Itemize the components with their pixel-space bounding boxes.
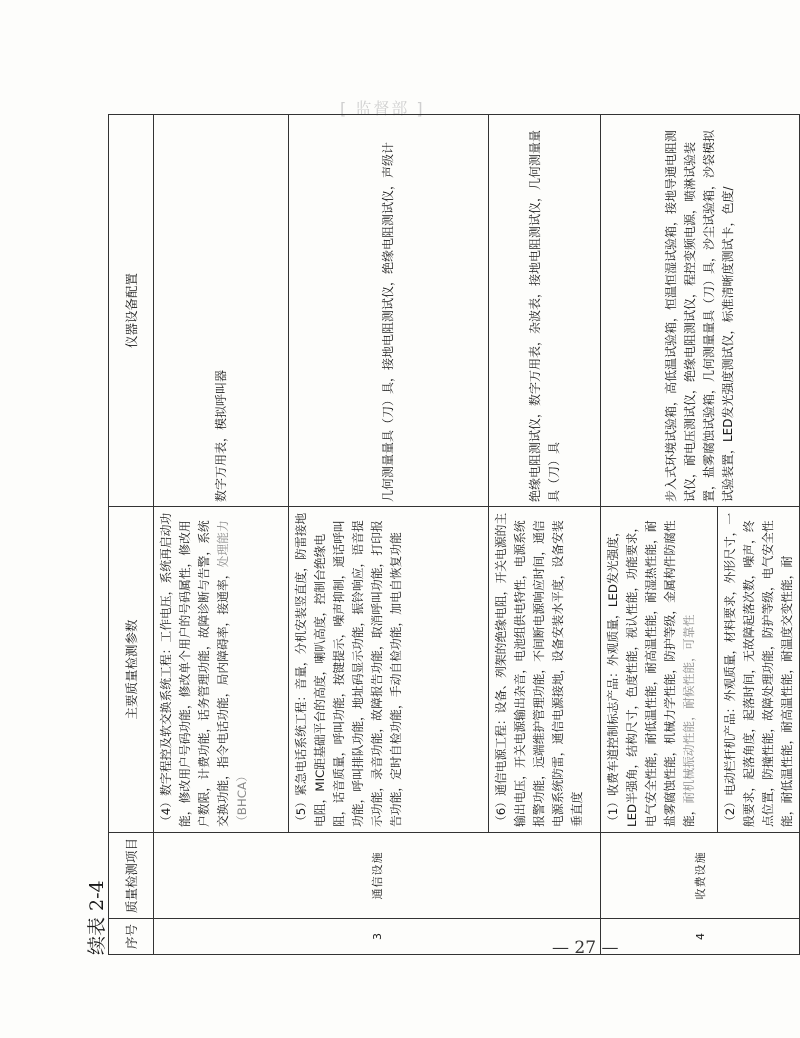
item-cell: 收费设施 xyxy=(601,833,800,919)
params-cell: （2）电动栏杆机产品：外观质量，材料要求，外形尺寸，一般要求，起落角度，起落时间，无故障起落次数，噪声，终点位置，防撞性能，故障处理功能，防护等级，电气安全性能，耐低温性能，耐高温性能，耐温度交变性能，耐 xyxy=(718,507,800,833)
params-cell xyxy=(601,507,718,833)
seq-cell: 4 xyxy=(601,919,800,955)
params-cell: （5）紧急电话系统工程：音量，分机安装竖直度，防雷接地电阻，MIC距基础平台的高度，喇叭高度，控制台绝缘电阻，话音质量，呼叫功能，按键提示，噪声抑制，通话呼叫功能，呼叫排队功能，地址码显示功能，振铃响应，语音提示功能，录音功能，故障报告功能，取消呼叫功能，打印报告功能，定时自检功能，手动自检功能，加电自恢复功能 xyxy=(289,507,489,833)
rotated-table-page xyxy=(82,115,794,955)
table-row xyxy=(154,115,289,955)
equipment-cell: 几何测量量具（刀）具，接地电阻测试仪，绝缘电阻测试仪，声级计 xyxy=(289,115,489,507)
header-row xyxy=(109,115,154,955)
table-row xyxy=(489,115,601,955)
seq-cell: 3 xyxy=(154,919,601,955)
params-text: （1）收费车道控制标志产品：外观质量，LED发光强度，LED半强角，结构尺寸，色度性能，视认性能，功能要求，电气安全性能，耐低温性能，耐高温性能，耐湿热性能，耐盐雾腐蚀性能，机械力学性能，防护等级，金属构件防腐性能， xyxy=(606,520,696,827)
params-text: （4）数字程控及软交换系统工程：工作电压，系统再启动功能，修改用户号码功能，修改单个用户的号码属性，修改用户数限，计费功能，话务管理功能，故障诊断与告警，系统交换功能，指令电话功能，局内障碍率，接通率， xyxy=(159,512,230,827)
header-seq: 序号 xyxy=(109,919,154,955)
params-cell: （6）通信电源工程：设备、列架的绝缘电阻，开关电源的主输出电压，开关电源输出杂音，电池组供电特性，电源系统报警功能，远端维护管理功能，不间断电源响应时间，通信电源系统防雷，通信电源接地，设备安装水平度，设备安装垂直度 xyxy=(489,507,601,833)
params-tail: 处理能力（BHCA） xyxy=(216,520,249,827)
table-caption: 续表 2-4 xyxy=(86,880,108,955)
table-row xyxy=(601,115,718,955)
equipment-cell: 数字万用表，模拟呼叫器 xyxy=(154,115,289,507)
item-cell: 通信设施 xyxy=(154,833,601,919)
inspection-table xyxy=(108,114,800,955)
bleed-through-stamp: [ 监督部 ] xyxy=(340,99,425,118)
params-tail: 耐机械振动性能，耐候性能，可靠性 xyxy=(682,614,696,804)
params-cell xyxy=(154,507,289,833)
table-row xyxy=(289,115,489,955)
header-equipment: 仪器设备配置 xyxy=(109,115,154,507)
equipment-cell: 步入式环境试验箱，高低温试验箱，恒温恒湿试验箱，接地导通电阻测试仪，耐电压测试仪，绝缘电阻测试仪，程控变频电源，喷淋试验装置，盐雾腐蚀试验箱，几何测量量具（刀）具，沙尘试验箱，沙袋模拟试验装置，LED发光强度测试仪，标准清晰度测试卡，色度/ xyxy=(601,115,800,507)
equipment-cell: 绝缘电阻测试仪，数字万用表，杂波表，接地电阻测试仪，几何测量量具（刀）具 xyxy=(489,115,601,507)
header-params: 主要质量检测参数 xyxy=(109,507,154,833)
page-number: — 27 — xyxy=(552,938,619,958)
header-item: 质量检测项目 xyxy=(109,833,154,919)
